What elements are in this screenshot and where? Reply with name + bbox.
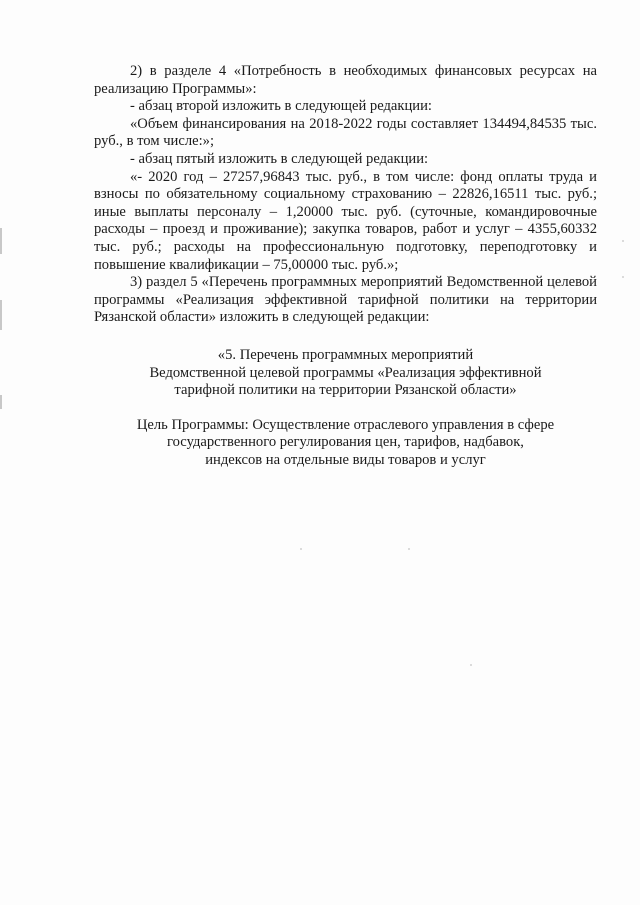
scan-speck <box>470 664 472 666</box>
heading-line: тарифной политики на территории Рязанской области» <box>174 382 517 399</box>
paragraph-section-5: 3) раздел 5 «Перечень программных мероприятий Ведомственной целевой программы «Реализация эффективной тарифной политики на территории Рязанской области» изложить в следующей редакции: <box>94 274 597 326</box>
paragraph-section-4: 2) в разделе 4 «Потребность в необходимых финансовых ресурсах на реализацию Программы»: <box>94 63 597 97</box>
scan-margin-mark <box>0 395 2 409</box>
scan-speck <box>408 548 410 550</box>
goal-line: государственного регулирования цен, тарифов, надбавок, <box>167 434 524 451</box>
program-goal <box>94 417 597 470</box>
scan-speck <box>622 240 624 242</box>
paragraph-item-fifth: - абзац пятый изложить в следующей редакции: <box>130 150 429 167</box>
scan-margin-mark <box>0 228 2 254</box>
goal-line: Цель Программы: Осуществление отраслевого управления в сфере <box>136 416 555 433</box>
paragraph-year-2020: «- 2020 год – 27257,96843 тыс. руб., в том числе: фонд оплаты труда и взносы по обязательному социальному страхованию – 22826,16511 тыс. руб.; иные выплаты персоналу – 1,20000 тыс. руб. (суточные, командировочные расходы – проезд и проживание); закупка товаров, работ и услуг – 4355,60332 тыс. руб.; расходы на профессиональную подготовку, переподготовку и повышение квалификации – 75,00000 тыс. руб.»; <box>94 168 597 273</box>
document-body <box>94 63 597 469</box>
scan-speck <box>300 548 302 550</box>
section-heading <box>94 347 597 400</box>
paragraph-item-second: - абзац второй изложить в следующей редакции: <box>130 98 432 115</box>
scan-speck <box>622 276 624 278</box>
goal-line: индексов на отдельные виды товаров и услуг <box>205 451 486 468</box>
heading-line: «5. Перечень программных мероприятий <box>217 346 474 363</box>
paragraph-funding-volume: «Объем финансирования на 2018-2022 годы составляет 134494,84535 тыс. руб., в том числе:»; <box>94 115 597 150</box>
scan-margin-mark <box>0 300 2 330</box>
heading-line: Ведомственной целевой программы «Реализация эффективной <box>149 364 542 381</box>
